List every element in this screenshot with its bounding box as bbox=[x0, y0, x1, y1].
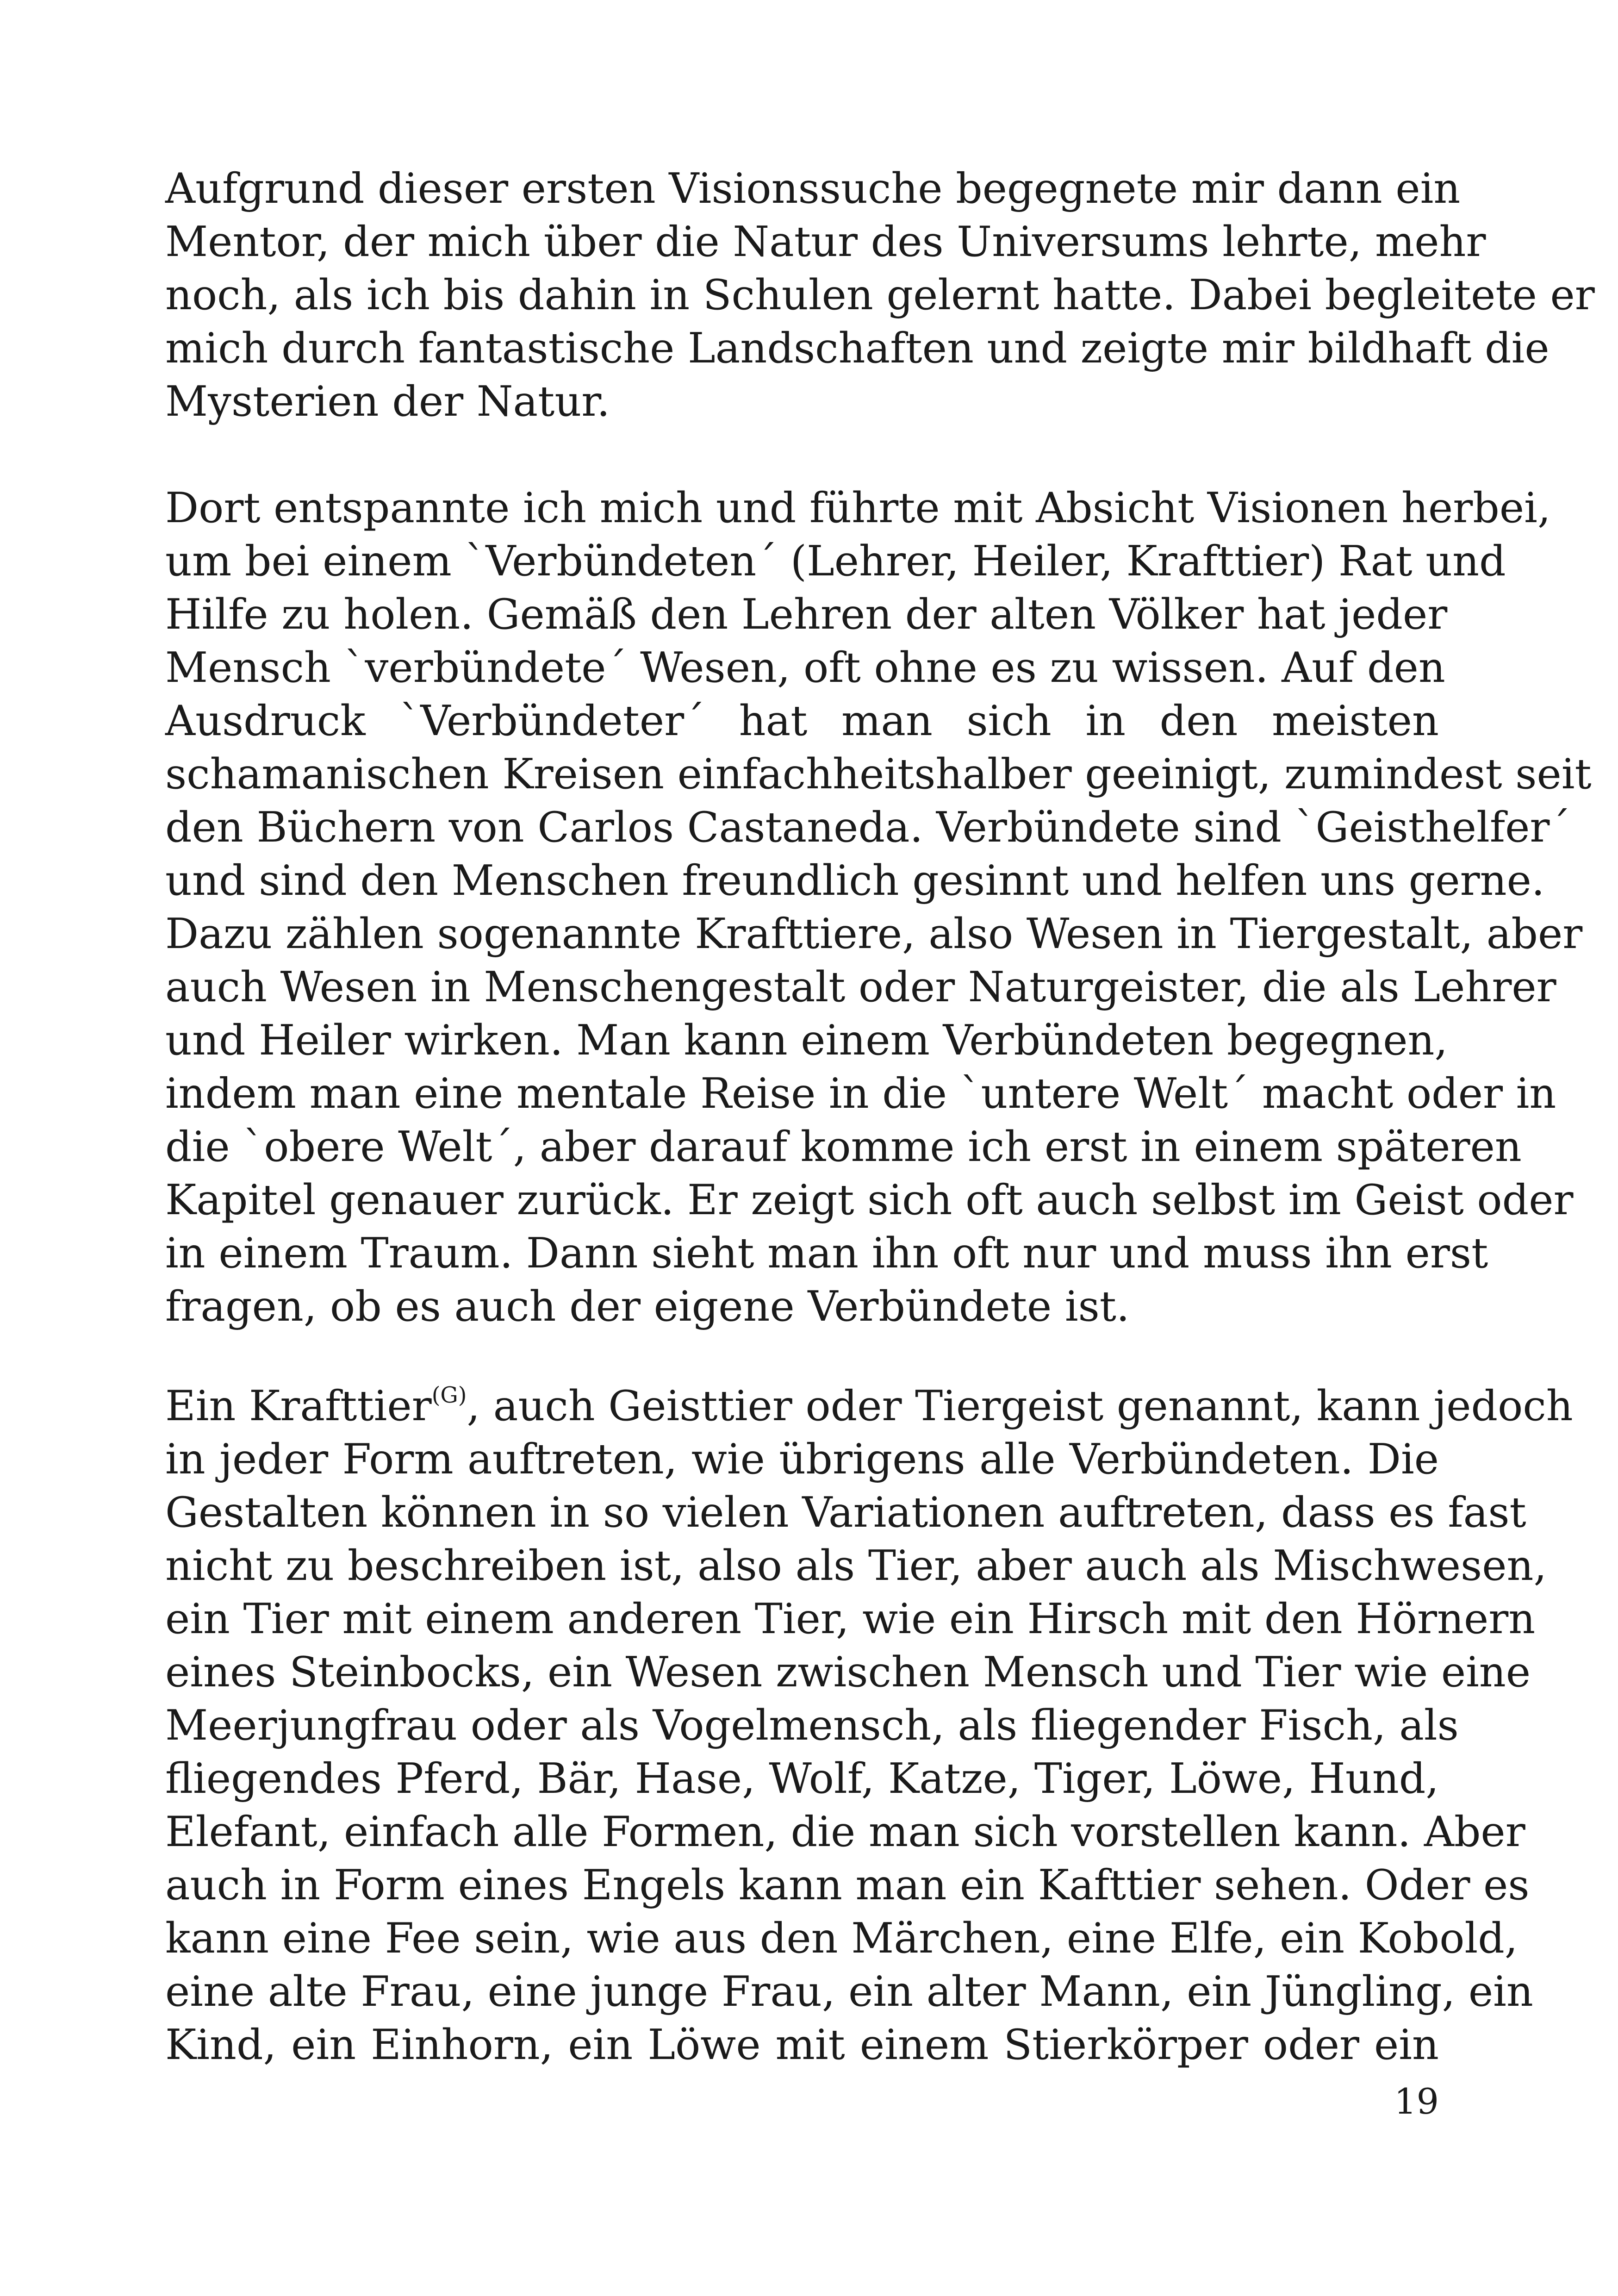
text-line: Gestalten können in so vielen Variationen auftreten, dass es fast bbox=[165, 1488, 1526, 1537]
text-line: mich durch fantastische Landschaften und zeigte mir bildhaft die bbox=[165, 324, 1550, 373]
text-line: und Heiler wirken. Man kann einem Verbündeten begegnen, bbox=[165, 1016, 1448, 1065]
text-line: Mensch `verbündete´ Wesen, oft ohne es zu wissen. Auf den bbox=[165, 643, 1445, 692]
text-line: auch Wesen in Menschengestalt oder Naturgeister, die als Lehrer bbox=[165, 963, 1556, 1011]
text-line: Dort entspannte ich mich und führte mit Absicht Visionen herbei, bbox=[165, 484, 1551, 532]
text-line: Elefant, einfach alle Formen, die man sich vorstellen kann. Aber bbox=[165, 1808, 1525, 1856]
text-line: Ausdruck `Verbündeter´ hat man sich in den meisten bbox=[165, 697, 1439, 745]
text-line: Kind, ein Einhorn, ein Löwe mit einem Stierkörper oder ein bbox=[165, 2021, 1439, 2069]
text-line: eines Steinbocks, ein Wesen zwischen Mensch und Tier wie eine bbox=[165, 1648, 1531, 1697]
text-line: die `obere Welt´, aber darauf komme ich erst in einem späteren bbox=[165, 1123, 1522, 1171]
text-line: noch, als ich bis dahin in Schulen gelernt hatte. Dabei begleitete er bbox=[165, 271, 1595, 319]
text-segment: , auch Geisttier oder Tiergeist genannt, kann jedoch bbox=[467, 1382, 1573, 1430]
text-line bbox=[165, 1379, 1573, 1433]
text-line: indem man eine mentale Reise in die `untere Welt´ macht oder in bbox=[165, 1069, 1556, 1118]
text-line: Mysterien der Natur. bbox=[165, 377, 610, 426]
text-line: Hilfe zu holen. Gemäß den Lehren der alten Völker hat jeder bbox=[165, 590, 1448, 639]
text-line: auch in Form eines Engels kann man ein Kafttier sehen. Oder es bbox=[165, 1861, 1530, 1909]
text-line: um bei einem `Verbündeten´ (Lehrer, Heiler, Krafttier) Rat und bbox=[165, 537, 1506, 586]
text-line: kann eine Fee sein, wie aus den Märchen, eine Elfe, ein Kobold, bbox=[165, 1914, 1518, 1963]
text-line: eine alte Frau, eine junge Frau, ein alter Mann, ein Jüngling, ein bbox=[165, 1967, 1533, 2016]
text-line: in jeder Form auftreten, wie übrigens alle Verbündeten. Die bbox=[165, 1435, 1439, 1484]
text-line: Aufgrund dieser ersten Visionssuche begegnete mir dann ein bbox=[165, 164, 1461, 213]
glossary-reference-mark: (G) bbox=[431, 1382, 467, 1408]
text-line: ein Tier mit einem anderen Tier, wie ein Hirsch mit den Hörnern bbox=[165, 1595, 1536, 1643]
page-number: 19 bbox=[1394, 2081, 1439, 2122]
text-line: den Büchern von Carlos Castaneda. Verbündete sind `Geisthelfer´ bbox=[165, 803, 1571, 852]
text-line: fliegendes Pferd, Bär, Hase, Wolf, Katze, Tiger, Löwe, Hund, bbox=[165, 1754, 1439, 1803]
text-line: nicht zu beschreiben ist, also als Tier, aber auch als Mischwesen, bbox=[165, 1541, 1547, 1590]
text-line: schamanischen Kreisen einfachheitshalber geeinigt, zumindest seit bbox=[165, 750, 1592, 799]
text-line: Meerjungfrau oder als Vogelmensch, als fliegender Fisch, als bbox=[165, 1701, 1459, 1750]
text-line: in einem Traum. Dann sieht man ihn oft nur und muss ihn erst bbox=[165, 1229, 1488, 1278]
text-line: fragen, ob es auch der eigene Verbündete ist. bbox=[165, 1282, 1130, 1331]
paragraph-2 bbox=[165, 481, 1592, 1333]
paragraph-1 bbox=[165, 162, 1595, 428]
text-line: Dazu zählen sogenannte Krafttiere, also Wesen in Tiergestalt, aber bbox=[165, 910, 1583, 958]
paragraph-3 bbox=[165, 1379, 1573, 2071]
text-line: und sind den Menschen freundlich gesinnt und helfen uns gerne. bbox=[165, 856, 1545, 905]
text-segment: Ein Krafttier bbox=[165, 1382, 432, 1430]
text-line: Kapitel genauer zurück. Er zeigt sich oft auch selbst im Geist oder bbox=[165, 1176, 1574, 1224]
text-line: Mentor, der mich über die Natur des Universums lehrte, mehr bbox=[165, 218, 1486, 266]
